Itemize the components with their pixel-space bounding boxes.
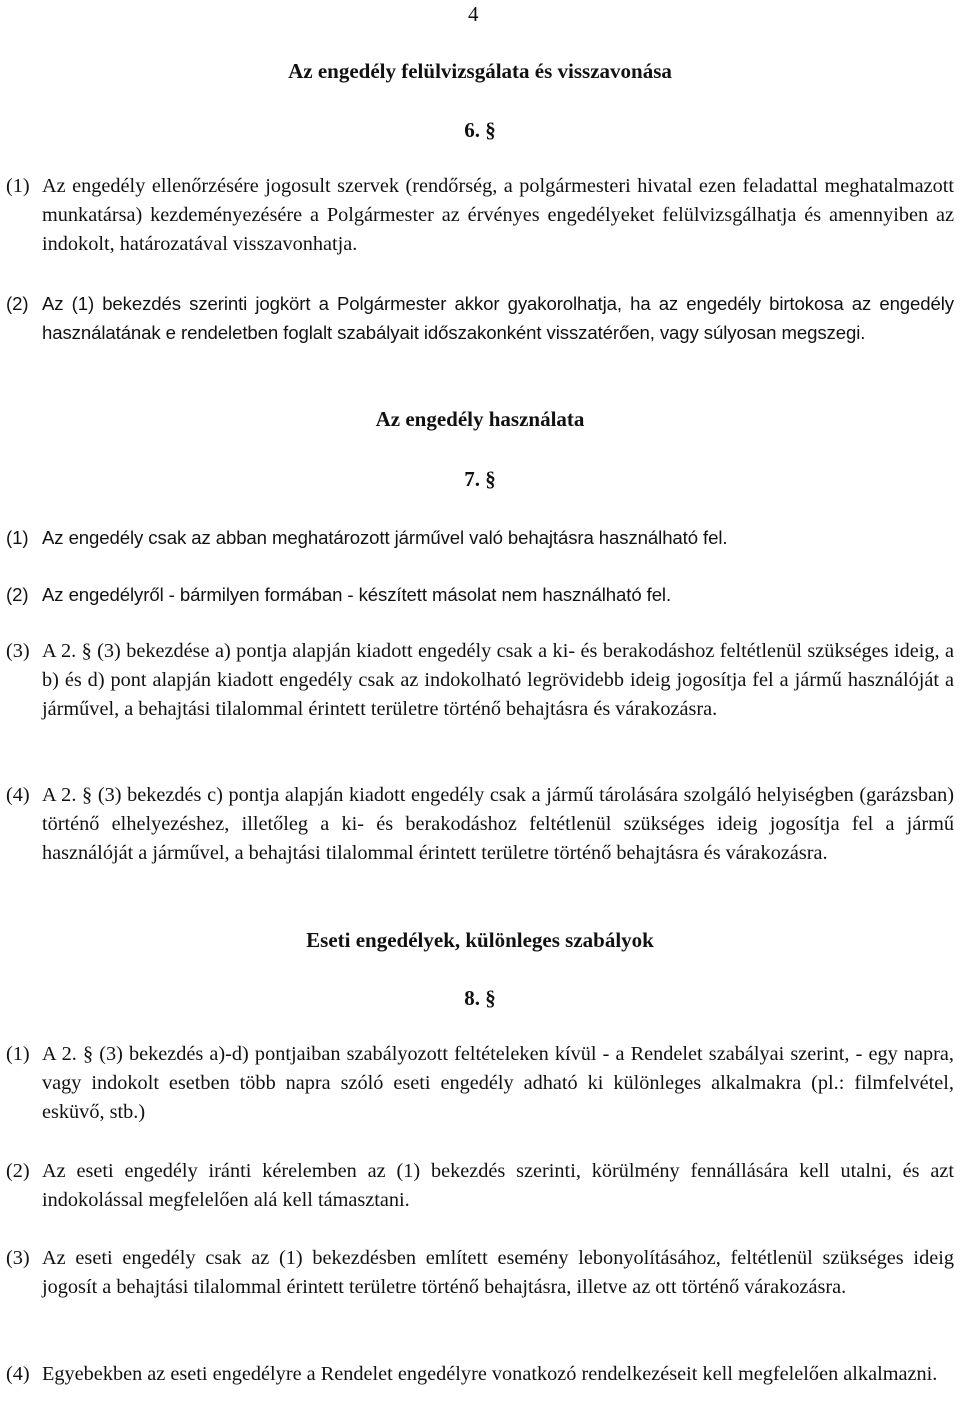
section-7-paragraph-2 [6, 580, 954, 609]
paragraph-number: (2) [6, 1160, 30, 1182]
paragraph-number: (3) [6, 1247, 30, 1269]
paragraph-text: Az eseti engedély csak az (1) bekezdésben említett esemény lebonyolításához, feltétlenül szükséges ideig jogosít a behajtási tilalommal érintett területre történő behajtásra, illetve az ott történő várakozásra. [42, 1247, 954, 1298]
paragraph-text: Az engedély ellenőrzésére jogosult szervek (rendőrség, a polgármesteri hivatal ezen feladattal meghatalmazott munkatársa) kezdeményezésére a Polgármester az érvényes engedélyeket felülvizsgálhatja és amennyiben az indokolt, határozatával visszavonhatja. [42, 175, 954, 255]
paragraph-text: A 2. § (3) bekezdése a) pontja alapján kiadott engedély csak a ki- és berakodáshoz feltétlenül szükséges ideig, a b) és d) pont alapján kiadott engedély csak az indokolható legrövidebb ideig jogosítja fel a jármű használóját a járművel, a behajtási tilalommal érintett területre történő behajtásra és várakozásra. [42, 640, 954, 720]
paragraph-text: Az engedély csak az abban meghatározott járművel való behajtásra használható fel. [42, 527, 728, 548]
paragraph-number: (1) [6, 175, 30, 197]
section-6-paragraph-2 [6, 289, 954, 347]
paragraph-text: Az (1) bekezdés szerinti jogkört a Polgármester akkor gyakorolhatja, ha az engedély birtokosa az engedély használatának e rendeletben foglalt szabályait időszakonként visszatérően, vagy súlyosan megszegi. [42, 293, 954, 343]
heading-license-usage: Az engedély használata [375, 407, 585, 431]
section-8-paragraph-1 [6, 1040, 954, 1127]
paragraph-number: (3) [6, 640, 30, 662]
section-8-paragraph-2 [6, 1157, 954, 1215]
paragraph-text: A 2. § (3) bekezdés a)-d) pontjaiban szabályozott feltételeken kívül - a Rendelet szabályai szerint, - egy napra, vagy indokolt esetben több napra szóló eseti engedély adható ki különleges alkalmakra (pl.: filmfelvétel, esküvő, stb.) [42, 1043, 954, 1123]
section-8-paragraph-3 [6, 1244, 954, 1302]
paragraph-number: (4) [6, 784, 30, 806]
section-7-paragraph-1 [6, 523, 954, 552]
section-7-paragraph-3 [6, 637, 954, 724]
paragraph-text: Egyebekben az eseti engedélyre a Rendelet engedélyre vonatkozó rendelkezéseit kell megfelelően alkalmazni. [42, 1363, 938, 1385]
section-8-number: 8. § [464, 986, 496, 1010]
section-7-paragraph-4 [6, 781, 954, 868]
heading-revision-and-withdrawal: Az engedély felülvizsgálata és visszavonása [288, 59, 672, 83]
paragraph-number: (2) [6, 584, 29, 605]
heading-special-licenses: Eseti engedélyek, különleges szabályok [306, 928, 654, 952]
paragraph-text: Az engedélyről - bármilyen formában - készített másolat nem használható fel. [42, 584, 672, 605]
paragraph-number: (1) [6, 1043, 30, 1065]
section-6-paragraph-1 [6, 172, 954, 259]
paragraph-number: (2) [6, 293, 29, 314]
paragraph-text: Az eseti engedély iránti kérelemben az (1) bekezdés szerinti, körülmény fennállására kell utalni, és azt indokolással megfelelően alá kell támasztani. [42, 1160, 954, 1211]
section-6-number: 6. § [464, 118, 496, 142]
page-number: 4 [468, 2, 479, 26]
section-8-paragraph-4 [6, 1360, 954, 1389]
paragraph-number: (1) [6, 527, 29, 548]
paragraph-text: A 2. § (3) bekezdés c) pontja alapján kiadott engedély csak a jármű tárolására szolgáló helyiségben (garázsban) történő elhelyezéshez, illetőleg a ki- és berakodáshoz feltétlenül szükséges ideig jogosítja fel a jármű használóját a járművel, a behajtási tilalommal érintett területre történő behajtásra és várakozásra. [42, 784, 954, 864]
paragraph-number: (4) [6, 1363, 30, 1385]
section-7-number: 7. § [464, 467, 496, 491]
